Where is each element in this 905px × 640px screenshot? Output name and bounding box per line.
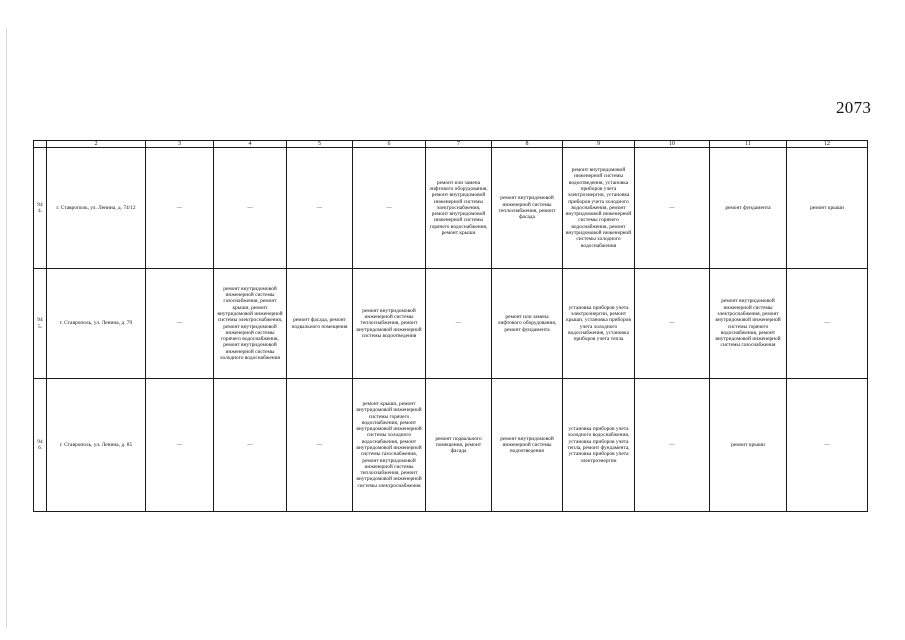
table-row xyxy=(34,379,868,512)
column-number: 3 xyxy=(146,141,214,148)
work-cell-col4: ремонт внутридомовой инженерной системы газоснабжения, ремонт крыши, ремонт внутридомовой инженерной системы электроснабжения, ремонт внутридомовой инженерной системы горячего водоснабжения, ремонт внутридомовой инженерной системы холодного водоснабжения xyxy=(214,269,287,379)
column-number: 5 xyxy=(287,141,353,148)
column-number xyxy=(34,141,47,148)
work-cell-col7: — xyxy=(426,269,492,379)
column-number: 11 xyxy=(710,141,787,148)
column-number: 2 xyxy=(47,141,146,148)
work-cell-col3: — xyxy=(146,379,214,512)
work-cell-col9: ремонт внутридомовой инженерной системы водоотведения, установка приборов учета электроэнергии, установка приборов учета холодного водоснабжения, ремонт внутридомовой инженерной системы горячего водоснабжения, ремонт внутридомовой инженерной системы холодного водоснабжения xyxy=(563,148,635,269)
work-cell-col11: ремонт внутридомовой инженерной системы электроснабжения, ремонт внутридомовой инженерной системы горячего водоснабжения, ремонт внутридомовой инженерной системы газоснабжения xyxy=(710,269,787,379)
row-number: 946. xyxy=(34,379,47,512)
table-row xyxy=(34,148,868,269)
repair-schedule-table xyxy=(33,140,868,512)
address-cell: г. Ставрополь, ул. Ленина, д. 74/12 xyxy=(47,148,146,269)
work-cell-col3: — xyxy=(146,148,214,269)
work-cell-col4: — xyxy=(214,379,287,512)
address-cell: г. Ставрополь, ул. Ленина, д. 85 xyxy=(47,379,146,512)
work-cell-col9: установка приборов учета холодного водоснабжения, установка приборов учета тепла, ремонт фундамента, установка приборов учета электроэнергии xyxy=(563,379,635,512)
work-cell-col8: ремонт или замена лифтового оборудования, ремонт фундамента xyxy=(492,269,563,379)
column-number: 6 xyxy=(353,141,426,148)
work-cell-col8: ремонт внутридомовой инженерной системы водоотведения xyxy=(492,379,563,512)
column-number: 10 xyxy=(635,141,710,148)
table-row xyxy=(34,269,868,379)
work-cell-col6: ремонт внутридомовой инженерной системы теплоснабжения, ремонт внутридомовой инженерной системы водоотведения xyxy=(353,269,426,379)
address-cell: г. Ставрополь, ул. Ленина, д. 79 xyxy=(47,269,146,379)
work-cell-col11: ремонт крыши xyxy=(710,379,787,512)
column-number: 12 xyxy=(787,141,868,148)
row-number: 945. xyxy=(34,269,47,379)
column-number: 7 xyxy=(426,141,492,148)
work-cell-col8: ремонт внутридомовой инженерной системы теплоснабжения, ремонт фасада xyxy=(492,148,563,269)
work-cell-col9: установка приборов учета электроэнергии, ремонт крыши, установка приборов учета холодного водоснабжения, установка приборов учета тепла xyxy=(563,269,635,379)
work-cell-col7: ремонт подвального помещения, ремонт фасада xyxy=(426,379,492,512)
column-number-row xyxy=(34,141,868,148)
work-cell-col6: ремонт крыши, ремонт внутридомовой инженерной системы горячего водоснабжения, ремонт внутридомовой инженерной системы холодного водоснабжения, ремонт внутридомовой инженерной системы газоснабжения, ремонт внутридомовой инженерной системы теплоснабжения, ремонт внутридомовой инженерной системы электроснабжения xyxy=(353,379,426,512)
page-number: 2073 xyxy=(836,98,872,117)
work-cell-col7: ремонт или замена лифтового оборудования, ремонт внутридомовой инженерной системы электроснабжения, ремонт внутридомовой инженерной системы горячего водоснабжения, ремонт крыши xyxy=(426,148,492,269)
work-cell-col3: — xyxy=(146,269,214,379)
work-cell-col11: ремонт фундамента xyxy=(710,148,787,269)
work-cell-col10: — xyxy=(635,269,710,379)
work-cell-col5: — xyxy=(287,148,353,269)
work-cell-col10: — xyxy=(635,379,710,512)
work-cell-col6: — xyxy=(353,148,426,269)
work-cell-col10: — xyxy=(635,148,710,269)
work-cell-col5: — xyxy=(287,379,353,512)
scan-edge-line xyxy=(6,28,7,628)
column-number: 8 xyxy=(492,141,563,148)
column-number: 9 xyxy=(563,141,635,148)
row-number: 944. xyxy=(34,148,47,269)
work-cell-col12: — xyxy=(787,379,868,512)
work-cell-col12: — xyxy=(787,269,868,379)
work-cell-col4: — xyxy=(214,148,287,269)
work-cell-col5: ремонт фасада, ремонт подвального помещения xyxy=(287,269,353,379)
column-number: 4 xyxy=(214,141,287,148)
work-cell-col12: ремонт крыши xyxy=(787,148,868,269)
